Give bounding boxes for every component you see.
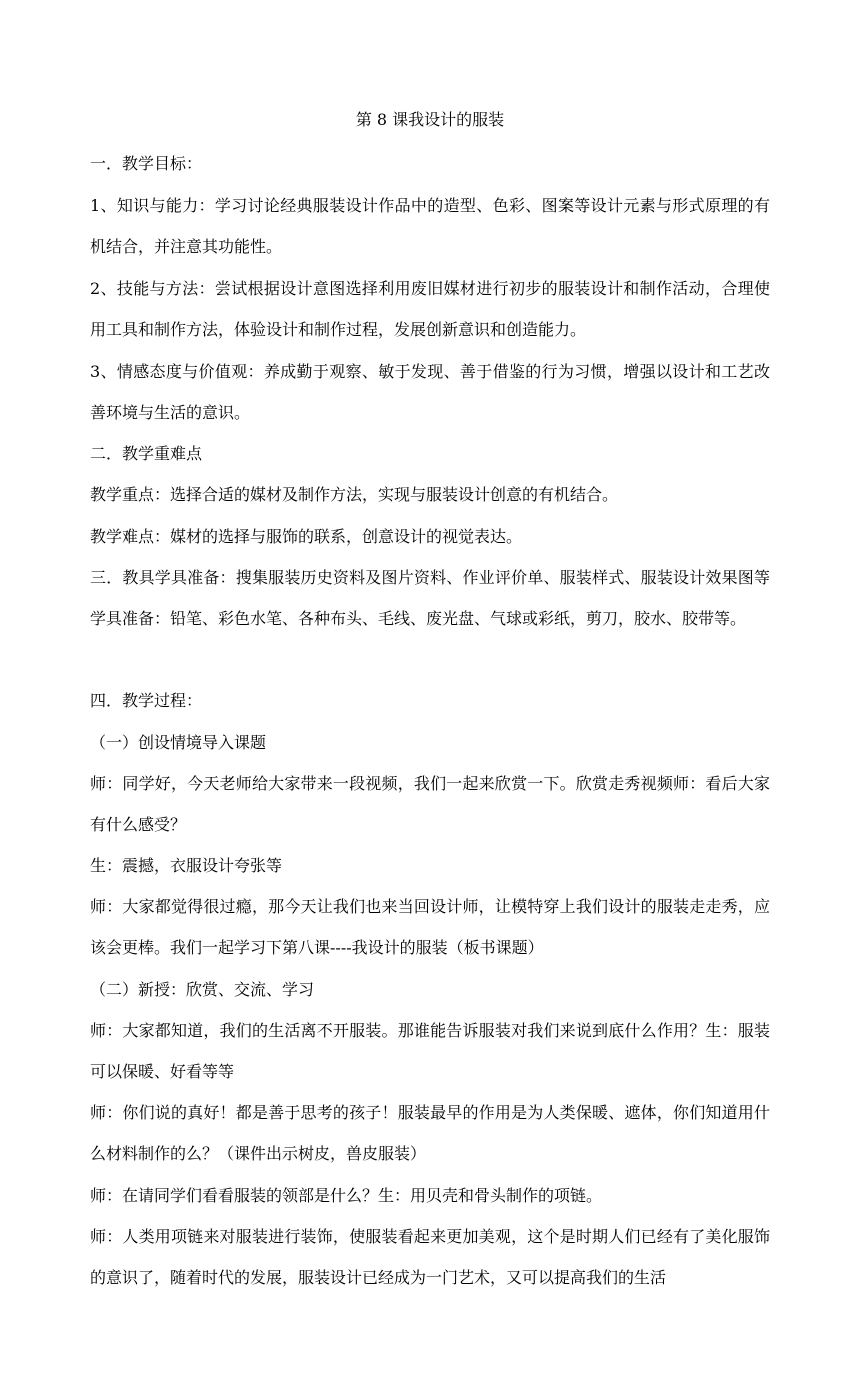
section-heading-key-points: 二．教学重难点 bbox=[90, 444, 203, 463]
dialogue-teacher-4: 师：你们说的真好！都是善于思考的孩子！服装最早的作用是为人类保暖、遮体，你们知道用什么材料制作的么？（课件出示树皮，兽皮服装） bbox=[90, 1103, 770, 1163]
dialogue-teacher-5: 师：在请同学们看看服装的领部是什么？生：用贝壳和骨头制作的项链。 bbox=[90, 1186, 603, 1205]
paragraph-materials: 三．教具学具准备：搜集服装历史资料及图片资料、作业评价单、服装样式、服装设计效果图等学具准备：铅笔、彩色水笔、各种布头、毛线、废光盘、气球或彩纸，剪刀，胶水、胶带等。 bbox=[90, 568, 770, 628]
dialogue-teacher-1: 师：同学好，今天老师给大家带来一段视频，我们一起来欣赏一下。欣赏走秀视频师：看后大家有什么感受？ bbox=[90, 774, 770, 834]
dialogue-teacher-2: 师：大家都觉得很过瘾，那今天让我们也来当回设计师，让模特穿上我们设计的服装走走秀，应该会更棒。我们一起学习下第八课----我设计的服装（板书课题） bbox=[90, 897, 770, 957]
subsection-new-lesson: （二）新授：欣赏、交流、学习 bbox=[90, 980, 315, 999]
paragraph-difficulty: 教学难点：媒材的选择与服饰的联系，创意设计的视觉表达。 bbox=[90, 527, 523, 546]
subsection-intro: （一）创设情境导入课题 bbox=[90, 733, 267, 752]
document-title: 第 8 课我设计的服装 bbox=[355, 110, 505, 129]
section-heading-process: 四．教学过程： bbox=[90, 691, 203, 710]
dialogue-student-1: 生：震撼，衣服设计夸张等 bbox=[90, 856, 283, 875]
paragraph-knowledge: 1、知识与能力：学习讨论经典服装设计作品中的造型、色彩、图案等设计元素与形式原理的有机结合，并注意其功能性。 bbox=[90, 196, 770, 256]
paragraph-skills: 2、技能与方法：尝试根据设计意图选择利用废旧媒材进行初步的服装设计和制作活动，合理使用工具和制作方法，体验设计和制作过程，发展创新意识和创造能力。 bbox=[90, 279, 770, 339]
section-heading-objectives: 一．教学目标： bbox=[90, 154, 203, 173]
dialogue-teacher-3: 师：大家都知道，我们的生活离不开服装。那谁能告诉服装对我们来说到底什么作用？生：服装可以保暖、好看等等 bbox=[90, 1021, 770, 1081]
dialogue-teacher-6: 师：人类用项链来对服装进行装饰，使服装看起来更加美观，这个是时期人们已经有了美化服饰的意识了，随着时代的发展，服装设计已经成为一门艺术，又可以提高我们的生活 bbox=[90, 1227, 770, 1287]
paragraph-key-point: 教学重点：选择合适的媒材及制作方法，实现与服装设计创意的有机结合。 bbox=[90, 485, 619, 504]
paragraph-attitude: 3、情感态度与价值观：养成勤于观察、敏于发现、善于借鉴的行为习惯，增强以设计和工艺改善环境与生活的意识。 bbox=[90, 362, 770, 422]
